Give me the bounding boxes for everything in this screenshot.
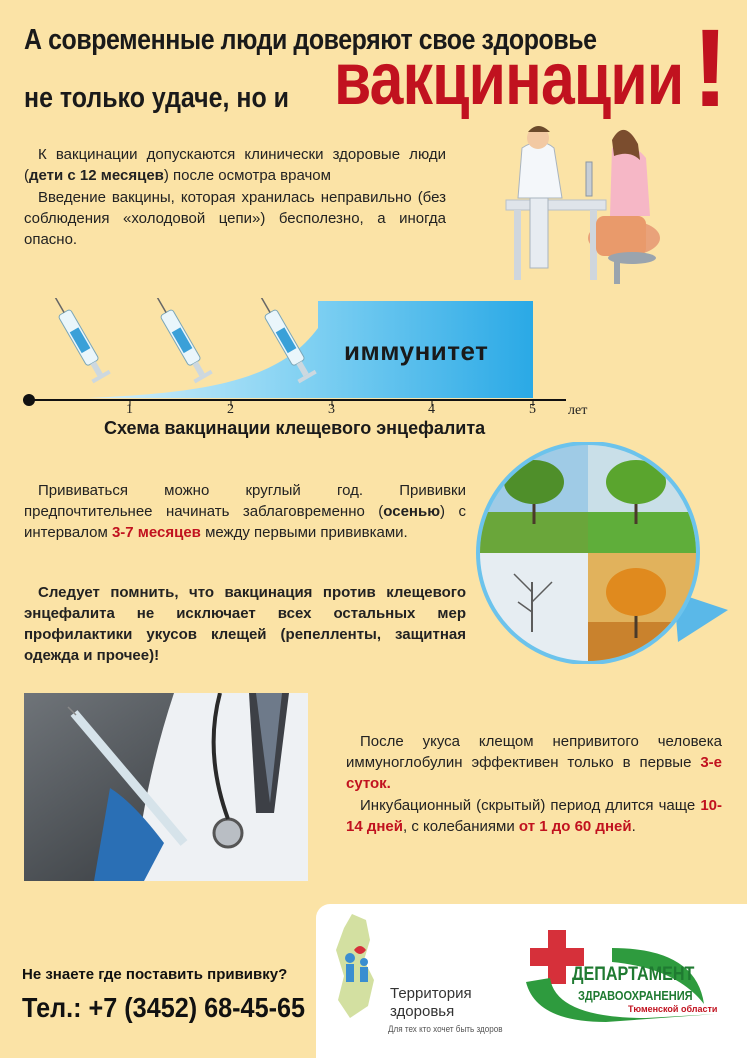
tick-label-4: 4 <box>428 402 435 417</box>
logo2-region: Тюменской области <box>628 1004 718 1014</box>
vaccination-scheme <box>18 298 608 414</box>
logo2-title2: ЗДРАВООХРАНЕНИЯ <box>578 988 693 1003</box>
headline-line2: не только удаче, но и <box>24 82 289 114</box>
phone-number[interactable]: Тел.: +7 (3452) 68-45-65 <box>22 992 306 1023</box>
intro-text: К вакцинации допускаются клинически здоровые люди (дети с 12 месяцев) после осмотра врачом <box>24 146 446 184</box>
timeline-start <box>23 394 35 406</box>
intro-warning-text: Введение вакцины, которая хранилась неправильно (без соблюдения «холодовой цепи») бесполезно, а иногда опасно. <box>24 189 446 248</box>
tick-label-2: 2 <box>227 402 234 417</box>
axis-unit-label: лет <box>568 403 588 418</box>
logo2-title1: ДЕПАРТАМЕНТ <box>572 964 695 985</box>
doctor-syringe-photo <box>24 693 308 881</box>
logo1-title1: Территория <box>390 985 472 1002</box>
headline-line1: А современные люди доверяют свое здоровье <box>24 24 597 56</box>
headline-exclamation: ! <box>692 7 729 130</box>
vaccination-question: Не знаете где поставить прививку? <box>22 966 288 983</box>
syringe-icon-2 <box>148 298 212 383</box>
territory-of-health-logo-icon <box>330 910 390 1022</box>
seasons-text: Прививаться можно круглый год. Прививки предпочтительнее начинать заблаговременно (осенью) с интервалом 3-7 месяцев между первыми прививками. <box>24 482 466 541</box>
after-bite-text: После укуса клещом непривитого человека иммуноглобулин эффективен только в первые 3-е суток. <box>346 733 722 792</box>
tick-label-1: 1 <box>126 402 133 417</box>
syringe-icon-1 <box>46 298 110 383</box>
warning-text: Следует помнить, что вакцинация против клещевого энцефалита не исключает всех остальных мер профилактики укусов клещей (репелленты, защитная одежда и прочее)! <box>24 584 466 664</box>
logo1-title2: здоровья <box>390 1003 455 1020</box>
immunity-label: иммунитет <box>344 336 489 366</box>
scheme-caption: Схема вакцинации клещевого энцефалита <box>104 418 486 438</box>
headline-highlight: вакцинации <box>334 37 684 120</box>
tick-label-5: 5 <box>529 402 536 417</box>
seasons-circle-image <box>474 442 738 664</box>
logo1-tagline: Для тех кто хочет быть здоров <box>388 1024 503 1034</box>
incubation-text: Инкубационный (скрытый) период длится чаще 10-14 дней, с колебаниями от 1 до 60 дней. <box>346 797 722 835</box>
doctor-patient-illustration <box>492 118 672 290</box>
tick-label-3: 3 <box>328 402 335 417</box>
